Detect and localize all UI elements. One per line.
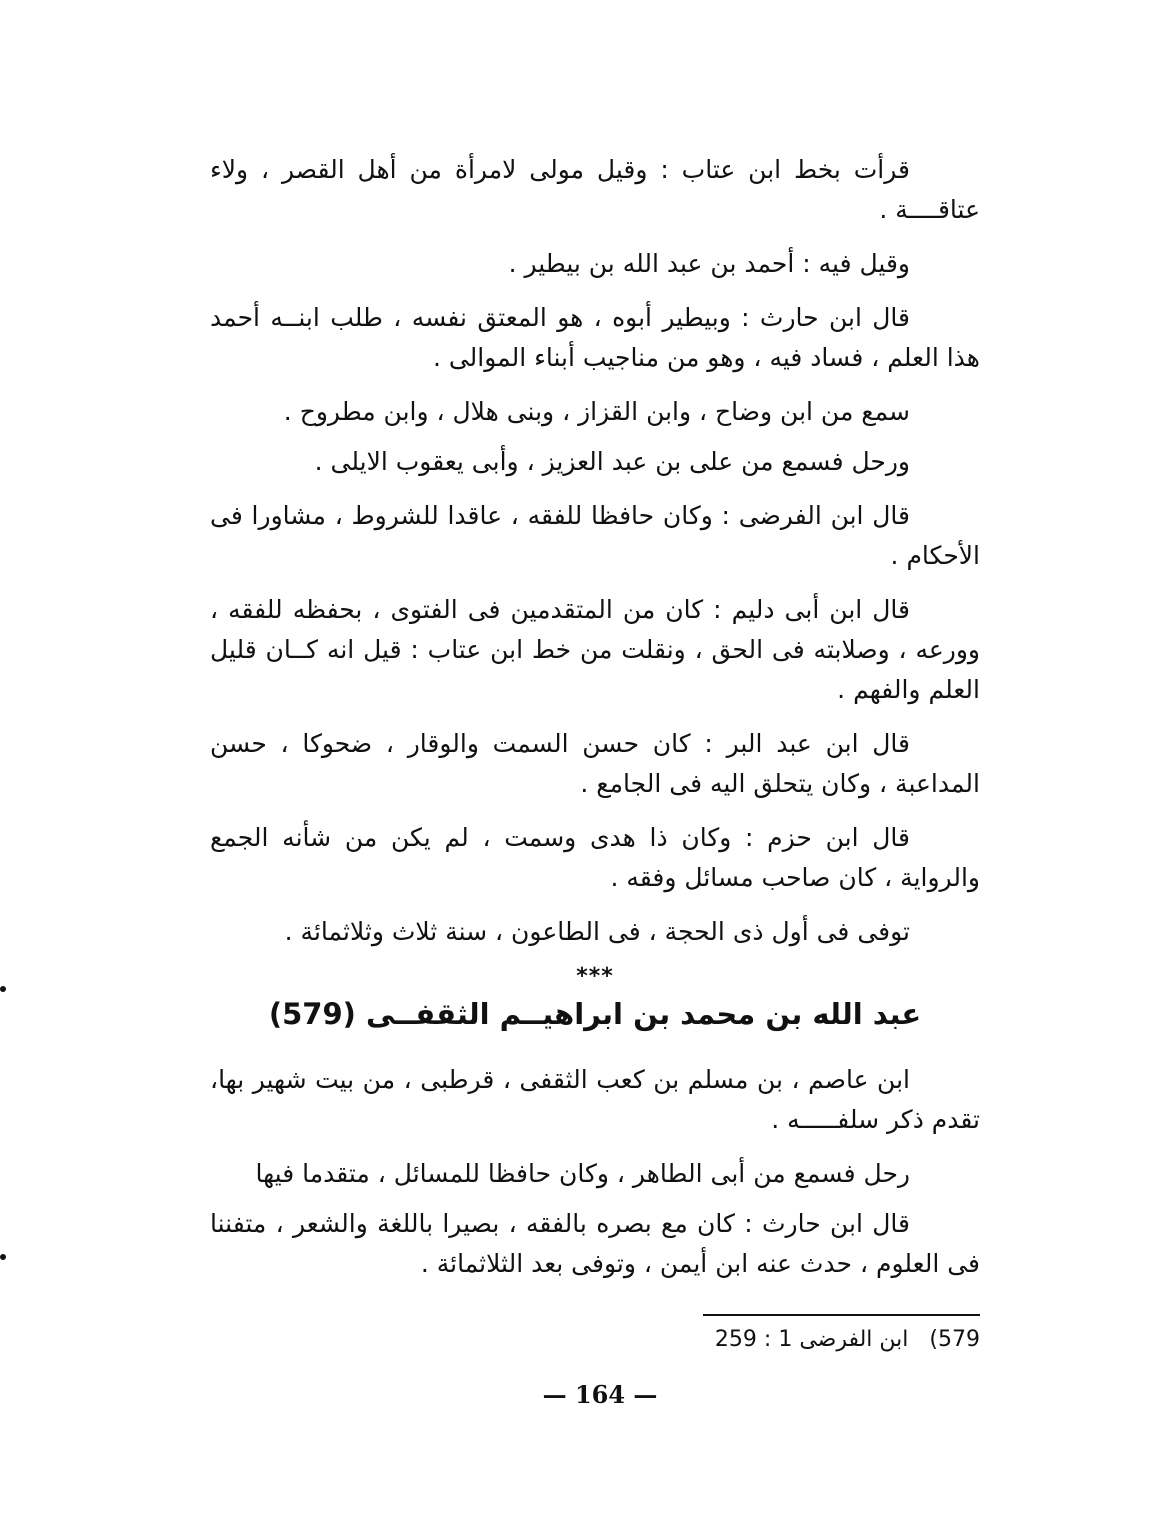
paragraph: ابن عاصم ، بن مسلم بن كعب الثقفى ، قرطبى ، من بيت شهير بها، تقدم ذكر سلفـــــه .	[210, 1065, 980, 1134]
main-text	[210, 150, 980, 1298]
scan-speck	[0, 986, 6, 992]
paragraph: قرأت بخط ابن عتاب : وقيل مولى لامرأة من أهل القصر ، ولاء عتاقــــة .	[210, 155, 980, 224]
paragraph: قال ابن أبى دليم : كان من المتقدمين فى الفتوى ، بحفظه للفقه ، وورعه ، وصلابته فى الحق ، ونقلت من خط ابن عتاب : قيل انه كــان قليل العلم والفهم .	[210, 595, 980, 704]
paragraph: قال ابن عبد البر : كان حسن السمت والوقار ، ضحوكا ، حسن المداعبة ، وكان يتحلق اليه فى الجامع .	[210, 729, 980, 798]
paragraph: قال ابن الفرضى : وكان حافظا للفقه ، عاقدا للشروط ، مشاورا فى الأحكام .	[210, 501, 980, 570]
paragraph: توفى فى أول ذى الحجة ، فى الطاعون ، سنة ثلاث وثلاثمائة .	[284, 917, 910, 946]
section-separator: ***	[576, 964, 614, 989]
paragraph: سمع من ابن وضاح ، وابن القزاز ، وبنى هلال ، وابن مطروح .	[283, 397, 910, 426]
page-number: — 164 —	[542, 1380, 658, 1409]
footnote	[700, 1322, 980, 1358]
footnote-text: ابن الفرضى 1 : 259	[714, 1327, 909, 1352]
scan-speck	[0, 1254, 6, 1260]
paragraph: رحل فسمع من أبى الطاهر ، وكان حافظا للمسائل ، متقدما فيها	[255, 1159, 910, 1188]
paragraph: قال ابن حارث : وبيطير أبوه ، هو المعتق نفسه ، طلب ابنــه أحمد هذا العلم ، فساد فيه ، وهو من مناجيب أبناء الموالى .	[210, 303, 980, 372]
footnote-divider	[703, 1314, 980, 1316]
paragraph: وقيل فيه : أحمد بن عبد الله بن بيطير .	[508, 249, 910, 278]
paragraph: ورحل فسمع من على بن عبد العزيز ، وأبى يعقوب الايلى .	[314, 447, 910, 476]
paragraph: قال ابن حارث : كان مع بصره بالفقه ، بصيرا باللغة والشعر ، متفننا فى العلوم ، حدث عنه ابن أيمن ، وتوفى بعد الثلاثمائة .	[210, 1209, 980, 1278]
paragraph: قال ابن حزم : وكان ذا هدى وسمت ، لم يكن من شأنه الجمع والرواية ، كان صاحب مسائل وفقه .	[210, 823, 980, 892]
footnote-number: 579)	[929, 1327, 980, 1352]
entry-heading: عبد الله بن محمد بن ابراهيــم الثقفــى (579)	[268, 997, 922, 1031]
